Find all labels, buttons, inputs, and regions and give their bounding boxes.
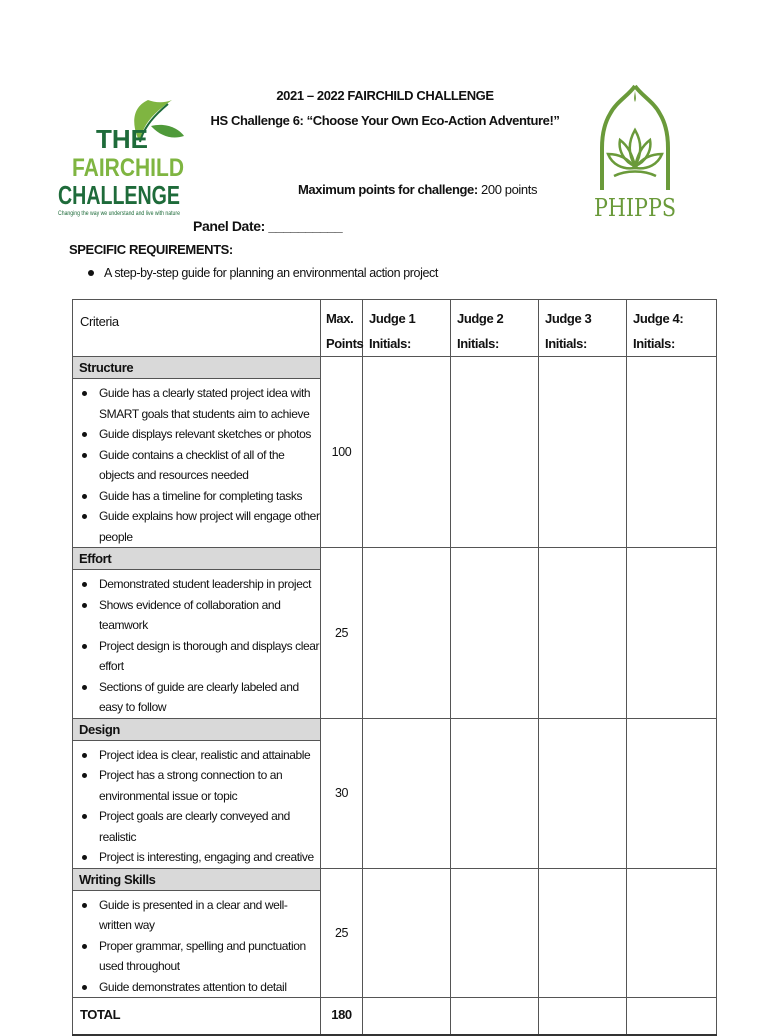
list-item: Proper grammar, spelling and punctuation used throughout xyxy=(79,936,320,977)
table-row-structure xyxy=(73,357,717,548)
challenge-name-title: HS Challenge 6: “Choose Your Own Eco-Action Adventure!” xyxy=(210,113,560,128)
max-points-label: Maximum points for challenge: xyxy=(298,182,478,197)
list-item: Guide demonstrates attention to detail xyxy=(79,977,320,998)
challenge-year-title: 2021 – 2022 FAIRCHILD CHALLENGE xyxy=(276,88,494,103)
judge-score-cell[interactable] xyxy=(539,357,627,548)
max-points-value: 200 points xyxy=(481,182,538,197)
criteria-header: Criteria xyxy=(73,300,321,357)
judge-score-cell[interactable] xyxy=(539,548,627,719)
list-item: Project is interesting, engaging and creative xyxy=(79,847,320,868)
svg-text:Changing the way we understand: Changing the way we understand and live with nature xyxy=(58,211,181,217)
judge-score-cell[interactable] xyxy=(627,868,717,998)
criteria-list xyxy=(73,574,320,718)
requirement-item: A step-by-step guide for planning an environmental action project xyxy=(88,266,438,280)
judge-score-cell[interactable] xyxy=(363,868,451,998)
list-item: Demonstrated student leadership in project xyxy=(79,574,320,595)
judge-score-cell[interactable] xyxy=(539,868,627,998)
list-item: Guide is presented in a clear and well-written way xyxy=(79,895,320,936)
table-row-effort xyxy=(73,548,717,719)
specific-requirements-title: SPECIFIC REQUIREMENTS: xyxy=(69,242,233,257)
phipps-logo xyxy=(592,84,678,222)
table-row-design xyxy=(73,718,717,868)
criteria-cell xyxy=(73,357,321,548)
judge-total-cell[interactable] xyxy=(539,998,627,1035)
section-title: Design xyxy=(73,719,320,741)
judge-score-cell[interactable] xyxy=(451,357,539,548)
svg-text:CHALLENGE: CHALLENGE xyxy=(58,180,180,210)
judge-score-cell[interactable] xyxy=(627,357,717,548)
list-item: Guide explains how project will engage other people xyxy=(79,506,320,547)
criteria-list xyxy=(73,745,320,868)
judge-score-cell[interactable] xyxy=(627,548,717,719)
judge-score-cell[interactable] xyxy=(451,718,539,868)
judge-2-header: Judge 2 Initials: xyxy=(451,300,539,357)
bullet-icon xyxy=(88,270,94,276)
list-item: Project has a strong connection to an environmental issue or topic xyxy=(79,765,320,806)
judge-score-cell[interactable] xyxy=(363,718,451,868)
criteria-list xyxy=(73,383,320,547)
judge-score-cell[interactable] xyxy=(539,718,627,868)
judge-score-cell[interactable] xyxy=(627,718,717,868)
total-value: 180 xyxy=(321,998,363,1035)
criteria-cell xyxy=(73,868,321,998)
criteria-cell xyxy=(73,548,321,719)
table-row-total xyxy=(73,998,717,1035)
judge-4-header: Judge 4: Initials: xyxy=(627,300,717,357)
svg-text:THE: THE xyxy=(96,124,148,154)
max-points-value: 25 xyxy=(321,548,363,719)
max-points-value: 30 xyxy=(321,718,363,868)
list-item: Sections of guide are clearly labeled and easy to follow xyxy=(79,677,320,718)
svg-text:PHIPPS: PHIPPS xyxy=(594,194,676,222)
list-item: Project idea is clear, realistic and attainable xyxy=(79,745,320,766)
list-item: Guide has a clearly stated project idea with SMART goals that students aim to achieve xyxy=(79,383,320,424)
criteria-cell xyxy=(73,718,321,868)
max-points-header: Max. Points xyxy=(321,300,363,357)
section-title: Structure xyxy=(73,357,320,379)
list-item: Guide displays relevant sketches or photos xyxy=(79,424,320,445)
svg-text:FAIRCHILD: FAIRCHILD xyxy=(72,154,184,182)
section-title: Writing Skills xyxy=(73,869,320,891)
judge-3-header: Judge 3 Initials: xyxy=(539,300,627,357)
judge-1-header: Judge 1 Initials: xyxy=(363,300,451,357)
max-points-value: 100 xyxy=(321,357,363,548)
section-title: Effort xyxy=(73,548,320,570)
judge-total-cell[interactable] xyxy=(363,998,451,1035)
judge-total-cell[interactable] xyxy=(451,998,539,1035)
list-item: Shows evidence of collaboration and teamwork xyxy=(79,595,320,636)
list-item: Project goals are clearly conveyed and realistic xyxy=(79,806,320,847)
max-points-value: 25 xyxy=(321,868,363,998)
maximum-points xyxy=(298,182,537,197)
list-item: Guide contains a checklist of all of the objects and resources needed xyxy=(79,445,320,486)
criteria-list xyxy=(73,895,320,998)
judge-score-cell[interactable] xyxy=(363,357,451,548)
judge-score-cell[interactable] xyxy=(451,548,539,719)
list-item: Guide has a timeline for completing tasks xyxy=(79,486,320,507)
judge-score-cell[interactable] xyxy=(451,868,539,998)
panel-date: Panel Date: __________ xyxy=(193,218,343,234)
total-label: TOTAL xyxy=(73,998,321,1035)
table-row-writing-skills xyxy=(73,868,717,998)
judge-total-cell[interactable] xyxy=(627,998,717,1035)
list-item: Project design is thorough and displays clear effort xyxy=(79,636,320,677)
table-header-row xyxy=(73,300,717,357)
rubric-table xyxy=(72,299,717,1036)
judge-score-cell[interactable] xyxy=(363,548,451,719)
